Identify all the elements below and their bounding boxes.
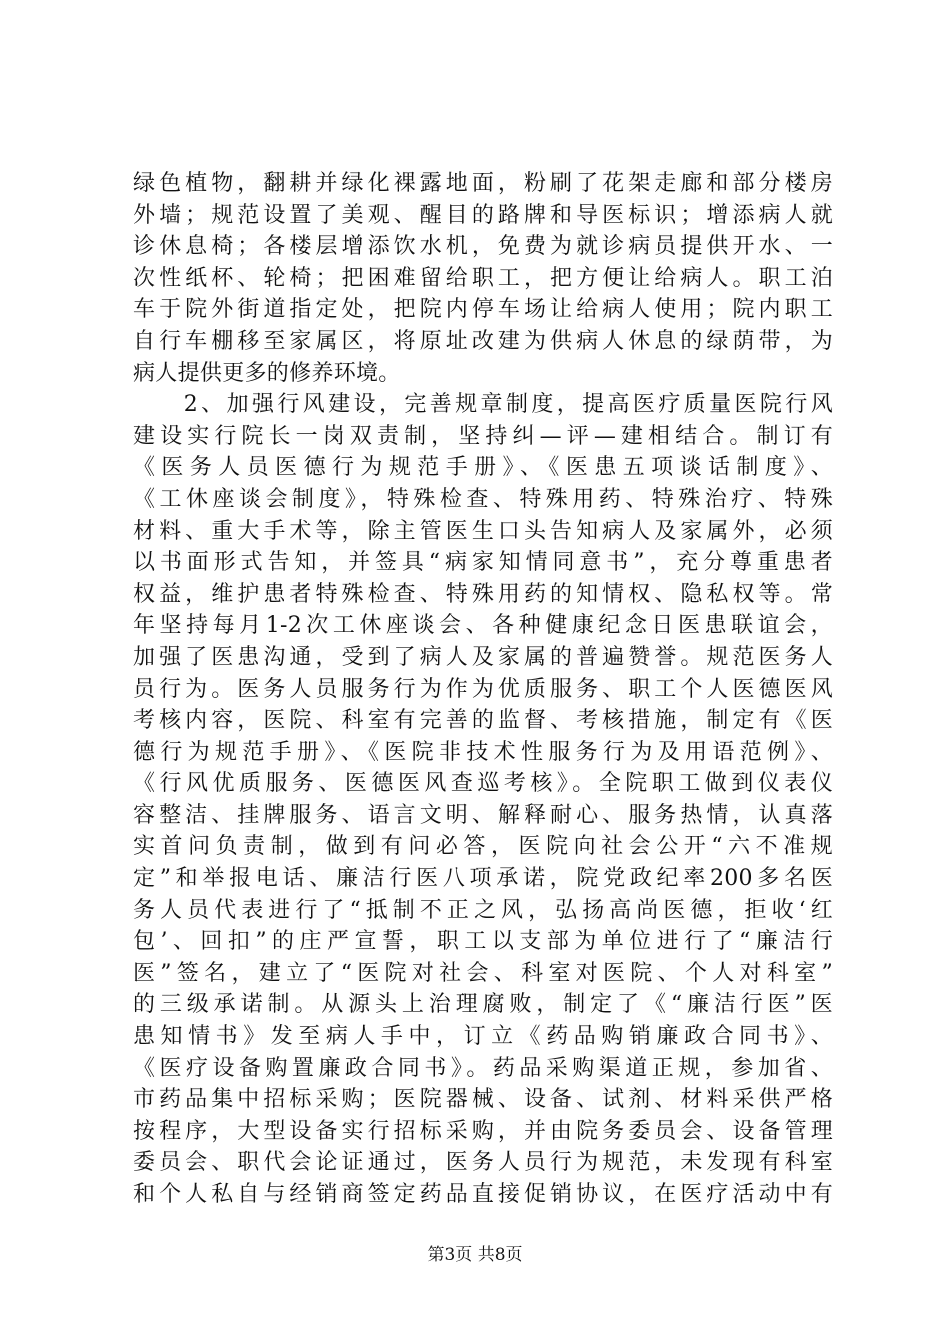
text-line: 车于院外街道指定处，把院内停车场让给病人使用；院内职工 [133,297,833,323]
text-line: 容整洁、挂牌服务、语言文明、解释耐心、服务热情，认真落 [133,802,833,828]
text-line: 诊休息椅；各楼层增添饮水机，免费为就诊病员提供开水、一 [133,234,833,260]
text-line: 《工休座谈会制度》，特殊检查、特殊用药、特殊治疗、特殊 [133,486,833,512]
text-line: 自行车棚移至家属区，将原址改建为供病人休息的绿荫带，为 [133,328,833,354]
body-text [133,168,833,1211]
text-line: 材料、重大手术等，除主管医生口头告知病人及家属外，必须 [133,518,833,544]
text-line: 定”和举报电话、廉洁行医八项承诺，院党政纪率200多名医 [133,866,833,892]
text-line: 患知情书》发至病人手中，订立《药品购销廉政合同书》、 [133,1024,833,1050]
text-line: 《医务人员医德行为规范手册》、《医患五项谈话制度》、 [133,455,833,481]
text-line: 员行为。医务人员服务行为作为优质服务、职工个人医德医风 [133,676,833,702]
text-line: 权益，维护患者特殊检查、特殊用药的知情权、隐私权等。常 [133,581,833,607]
text-line: 市药品集中招标采购；医院器械、设备、试剂、材料采供严格 [133,1087,833,1113]
text-line: 《行风优质服务、医德医风查巡考核》。全院职工做到仪表仪 [133,771,833,797]
page-footer: 第3页 共8页 [427,1245,523,1265]
text-line: 年坚持每月1-2次工休座谈会、各种健康纪念日医患联谊会， [133,613,833,639]
text-line: 实首问负责制，做到有问必答，医院向社会公开“六不准规 [133,834,833,860]
text-line: 的三级承诺制。从源头上治理腐败，制定了《“廉洁行医”医 [133,992,833,1018]
text-line: 和个人私自与经销商签定药品直接促销协议，在医疗活动中有 [133,1182,833,1207]
text-line: 务人员代表进行了“抵制不正之风，弘扬高尚医德，拒收‘红 [133,897,833,923]
text-line: 医”签名，建立了“医院对社会、科室对医院、个人对科室” [133,960,833,986]
text-line: 委员会、职代会论证通过，医务人员行为规范，未发现有科室 [133,1150,833,1176]
text-line: 绿色植物，翻耕并绿化裸露地面，粉刷了花架走廊和部分楼房 [133,171,833,196]
text-line: 外墙；规范设置了美观、醒目的路牌和导医标识；增添病人就 [133,202,833,228]
text-line: 《医疗设备购置廉政合同书》。药品采购渠道正规，参加省、 [133,1055,833,1081]
text-line: 考核内容，医院、科室有完善的监督、考核措施，制定有《医 [133,708,833,734]
text-line: 次性纸杯、轮椅；把困难留给职工，把方便让给病人。职工泊 [133,265,833,291]
text-line: 包’、回扣”的庄严宣誓，职工以支部为单位进行了“廉洁行 [133,929,833,955]
text-line: 德行为规范手册》、《医院非技术性服务行为及用语范例》、 [133,739,833,765]
text-line: 按程序，大型设备实行招标采购，并由院务委员会、设备管理 [133,1118,833,1144]
text-line: 2、加强行风建设，完善规章制度，提高医疗质量医院行风 [133,392,833,418]
text-line: 病人提供更多的修养环境。 [133,360,401,386]
text-line: 以书面形式告知，并签具“病家知情同意书”，充分尊重患者 [133,550,833,576]
text-line: 加强了医患沟通，受到了病人及家属的普遍赞誉。规范医务人 [133,644,833,670]
text-line: 建设实行院长一岗双责制，坚持纠—评—建相结合。制订有 [133,423,833,449]
